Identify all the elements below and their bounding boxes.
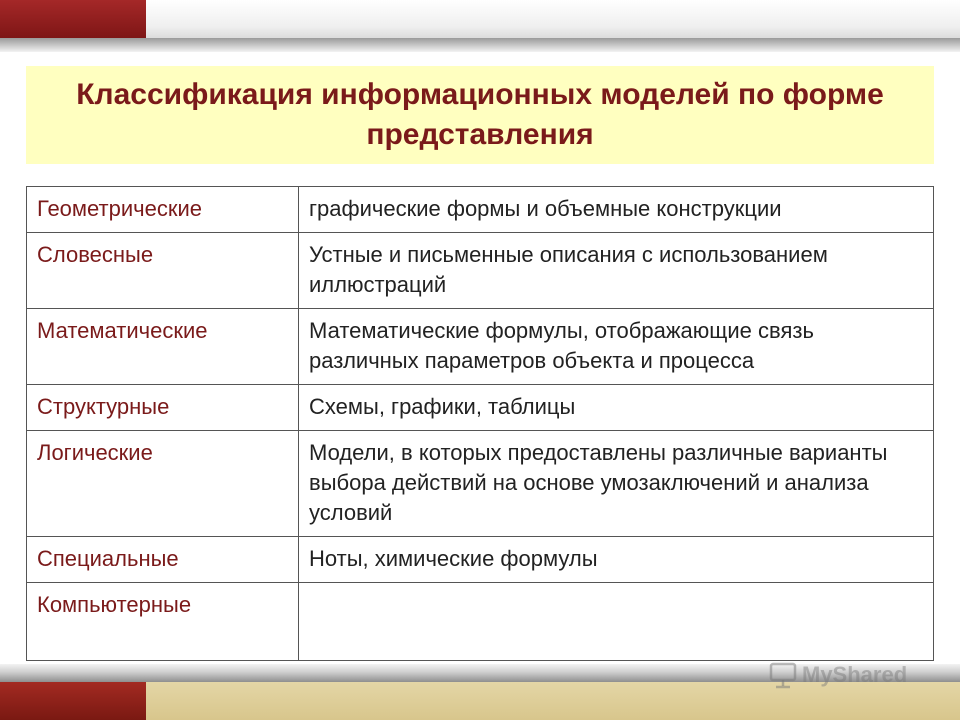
top-decorative-band <box>0 0 960 38</box>
watermark <box>768 660 907 690</box>
presentation-board-icon <box>768 661 798 689</box>
model-type-cell: Структурные <box>27 385 299 431</box>
model-description-cell: Устные и письменные описания с использованием иллюстраций <box>299 233 934 309</box>
model-description-cell: Схемы, графики, таблицы <box>299 385 934 431</box>
slide-title: Классификация информационных моделей по форме представления <box>76 78 884 151</box>
table-row <box>27 583 934 661</box>
model-type-cell: Геометрические <box>27 187 299 233</box>
table-row <box>27 431 934 537</box>
table-row <box>27 537 934 583</box>
top-accent-block <box>0 0 146 38</box>
table-row <box>27 385 934 431</box>
bottom-accent-block <box>0 682 146 720</box>
model-type-cell: Специальные <box>27 537 299 583</box>
model-description-cell: графические формы и объемные конструкции <box>299 187 934 233</box>
model-type-cell: Логические <box>27 431 299 537</box>
model-description-cell: Математические формулы, отображающие связь различных параметров объекта и процесса <box>299 309 934 385</box>
models-table <box>26 186 934 661</box>
watermark-text: MyShared <box>802 662 908 687</box>
model-description-cell: Ноты, химические формулы <box>299 537 934 583</box>
table-row <box>27 233 934 309</box>
table-row <box>27 309 934 385</box>
model-type-cell: Компьютерные <box>27 583 299 661</box>
model-description-cell <box>299 583 934 661</box>
title-box <box>26 66 934 164</box>
table-row <box>27 187 934 233</box>
frame-shadow-top <box>0 38 960 52</box>
model-type-cell: Словесные <box>27 233 299 309</box>
top-light-block <box>146 0 960 38</box>
model-description-cell: Модели, в которых предоставлены различные варианты выбора действий на основе умозаключений и анализа условий <box>299 431 934 537</box>
model-type-cell: Математические <box>27 309 299 385</box>
